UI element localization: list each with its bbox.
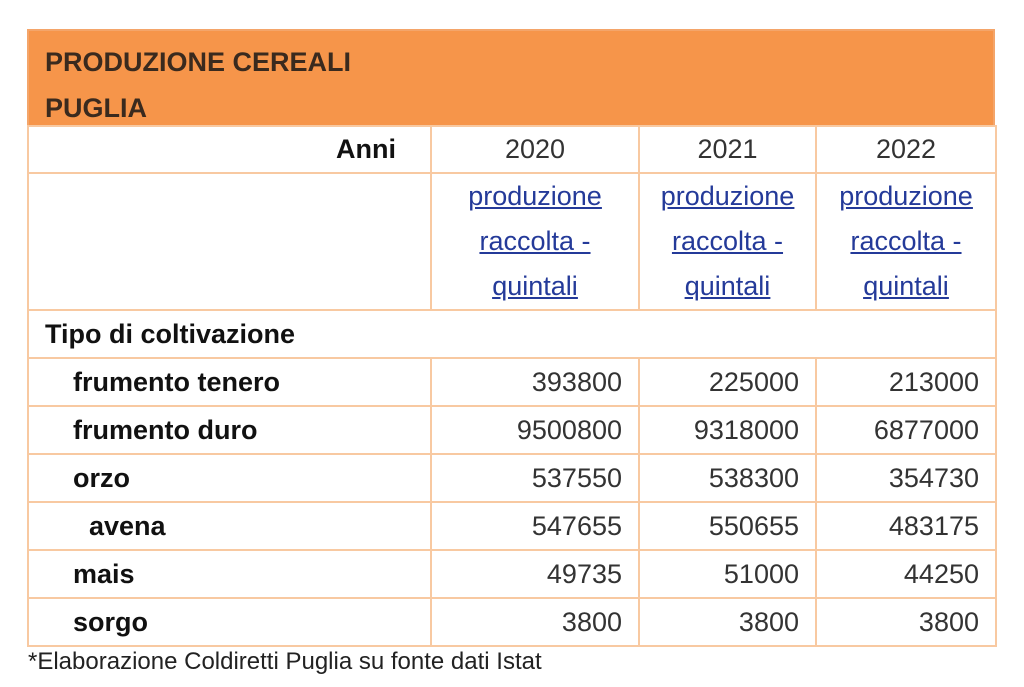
title-line-2: PUGLIA	[45, 93, 148, 123]
value-cell: 393800	[431, 358, 639, 406]
value-cell: 550655	[639, 502, 816, 550]
table-row	[28, 550, 996, 598]
empty-header-cell	[28, 173, 431, 310]
title-line-1: PRODUZIONE CEREALI	[45, 47, 352, 77]
data-table-container	[27, 29, 995, 647]
row-label: frumento duro	[28, 406, 431, 454]
value-cell: 9318000	[639, 406, 816, 454]
row-label: frumento tenero	[28, 358, 431, 406]
col-header-2022-link[interactable]: produzione raccolta - quintali	[839, 181, 973, 301]
row-label: sorgo	[28, 598, 431, 646]
col-header-2022[interactable]	[816, 173, 996, 310]
source-footnote: *Elaborazione Coldiretti Puglia su fonte dati Istat	[28, 648, 542, 675]
table-row	[28, 598, 996, 646]
value-cell: 3800	[816, 598, 996, 646]
value-cell: 9500800	[431, 406, 639, 454]
table-row	[28, 502, 996, 550]
table-row	[28, 406, 996, 454]
value-cell: 547655	[431, 502, 639, 550]
value-cell: 3800	[431, 598, 639, 646]
value-cell: 483175	[816, 502, 996, 550]
year-2021: 2021	[639, 126, 816, 173]
table-row	[28, 454, 996, 502]
production-table	[27, 125, 997, 647]
value-cell: 49735	[431, 550, 639, 598]
col-header-2021-link[interactable]: produzione raccolta - quintali	[660, 181, 795, 301]
col-header-2020-link[interactable]: produzione raccolta - quintali	[468, 181, 602, 301]
value-cell: 538300	[639, 454, 816, 502]
row-label: avena	[28, 502, 431, 550]
value-cell: 3800	[639, 598, 816, 646]
tipo-row	[28, 310, 996, 358]
years-row	[28, 126, 996, 173]
table-row	[28, 358, 996, 406]
value-cell: 537550	[431, 454, 639, 502]
row-label: mais	[28, 550, 431, 598]
tipo-label: Tipo di coltivazione	[28, 310, 996, 358]
value-cell: 51000	[639, 550, 816, 598]
value-cell: 44250	[816, 550, 996, 598]
col-header-2020[interactable]	[431, 173, 639, 310]
anni-label: Anni	[28, 126, 431, 173]
value-cell: 354730	[816, 454, 996, 502]
row-label: orzo	[28, 454, 431, 502]
value-cell: 6877000	[816, 406, 996, 454]
table-title	[27, 29, 995, 125]
column-header-row	[28, 173, 996, 310]
value-cell: 213000	[816, 358, 996, 406]
year-2020: 2020	[431, 126, 639, 173]
year-2022: 2022	[816, 126, 996, 173]
col-header-2021[interactable]	[639, 173, 816, 310]
value-cell: 225000	[639, 358, 816, 406]
